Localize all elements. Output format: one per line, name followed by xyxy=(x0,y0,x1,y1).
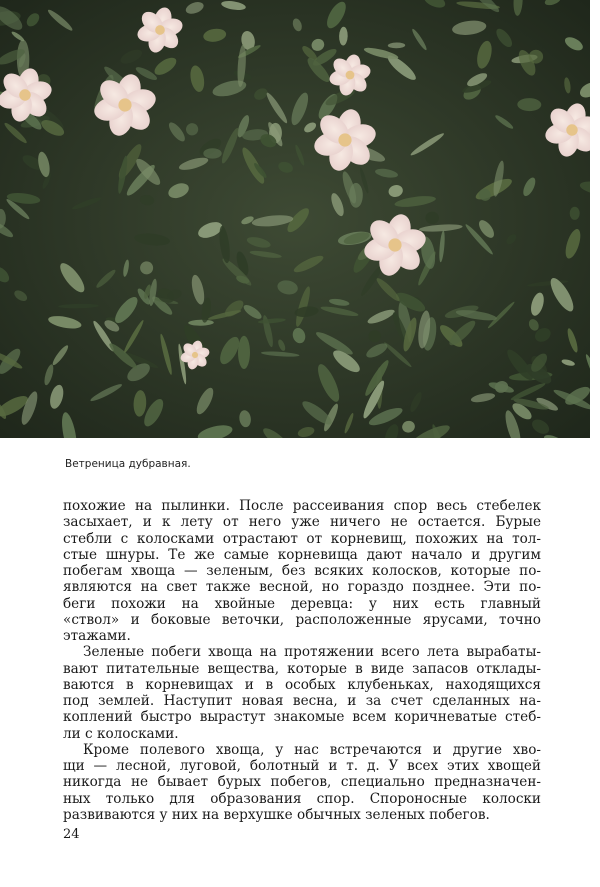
text-line: коплений быстро вырастут знакомые всем коричневатые стеб- xyxy=(63,709,541,726)
text-line: Кроме полевого хвоща, у нас встречаются и другие хво- xyxy=(83,741,541,758)
text-line: стебли с колосками отрастают от корневищ, похожих на тол- xyxy=(63,530,541,547)
text-line: ваются в корневищах и в особых клубеньках, находящихся xyxy=(63,676,541,693)
anemone-photo-image xyxy=(0,0,590,438)
leaf-shape xyxy=(570,207,580,220)
text-line: под землей. Наступит новая весна, и за счет сделанных на- xyxy=(63,693,541,709)
text-line: этажами. xyxy=(63,628,131,644)
text-line: ных только для образования спор. Спороносные колоски xyxy=(63,790,541,807)
text-line: побегам хвоща — зеленым, без всяких колосков, которые по- xyxy=(63,563,541,579)
page-number: 24 xyxy=(63,827,80,842)
text-line: похожие на пылинки. После рассеивания спор весь стебелек xyxy=(63,498,541,514)
text-line: являются на свет также весной, но гораздо позднее. Эти по- xyxy=(63,579,541,596)
text-line: стые шнуры. Те же самые корневища дают начало и другим xyxy=(63,546,541,563)
text-line: «ствол» и боковые веточки, расположенные ярусами, точно xyxy=(63,611,541,628)
body-text xyxy=(63,498,541,823)
text-line: никогда не бывает бурых побегов, специально предназначен- xyxy=(63,774,541,791)
text-line: ли с колосками. xyxy=(63,725,179,742)
text-line: вают питательные вещества, которые в виде запасов отклады- xyxy=(63,660,541,677)
text-line: засыхает, и к лету от него уже ничего не остается. Бурые xyxy=(63,514,541,531)
text-line: Зеленые побеги хвоща на протяжении всего лета вырабаты- xyxy=(83,644,541,661)
flower-photo xyxy=(0,0,590,438)
leaf-shape xyxy=(238,336,250,369)
photo-caption: Ветреница дубравная. xyxy=(65,458,191,470)
leaf-shape xyxy=(203,148,221,158)
text-line: щи — лесной, луговой, болотный и т. д. У всех этих хвощей xyxy=(63,758,541,774)
leaf-shape xyxy=(349,183,363,208)
text-line: развиваются у них на верхушке обычных зеленых побегов. xyxy=(63,806,490,823)
text-line: беги похожи на хвойные деревца: у них есть главный xyxy=(63,595,541,612)
